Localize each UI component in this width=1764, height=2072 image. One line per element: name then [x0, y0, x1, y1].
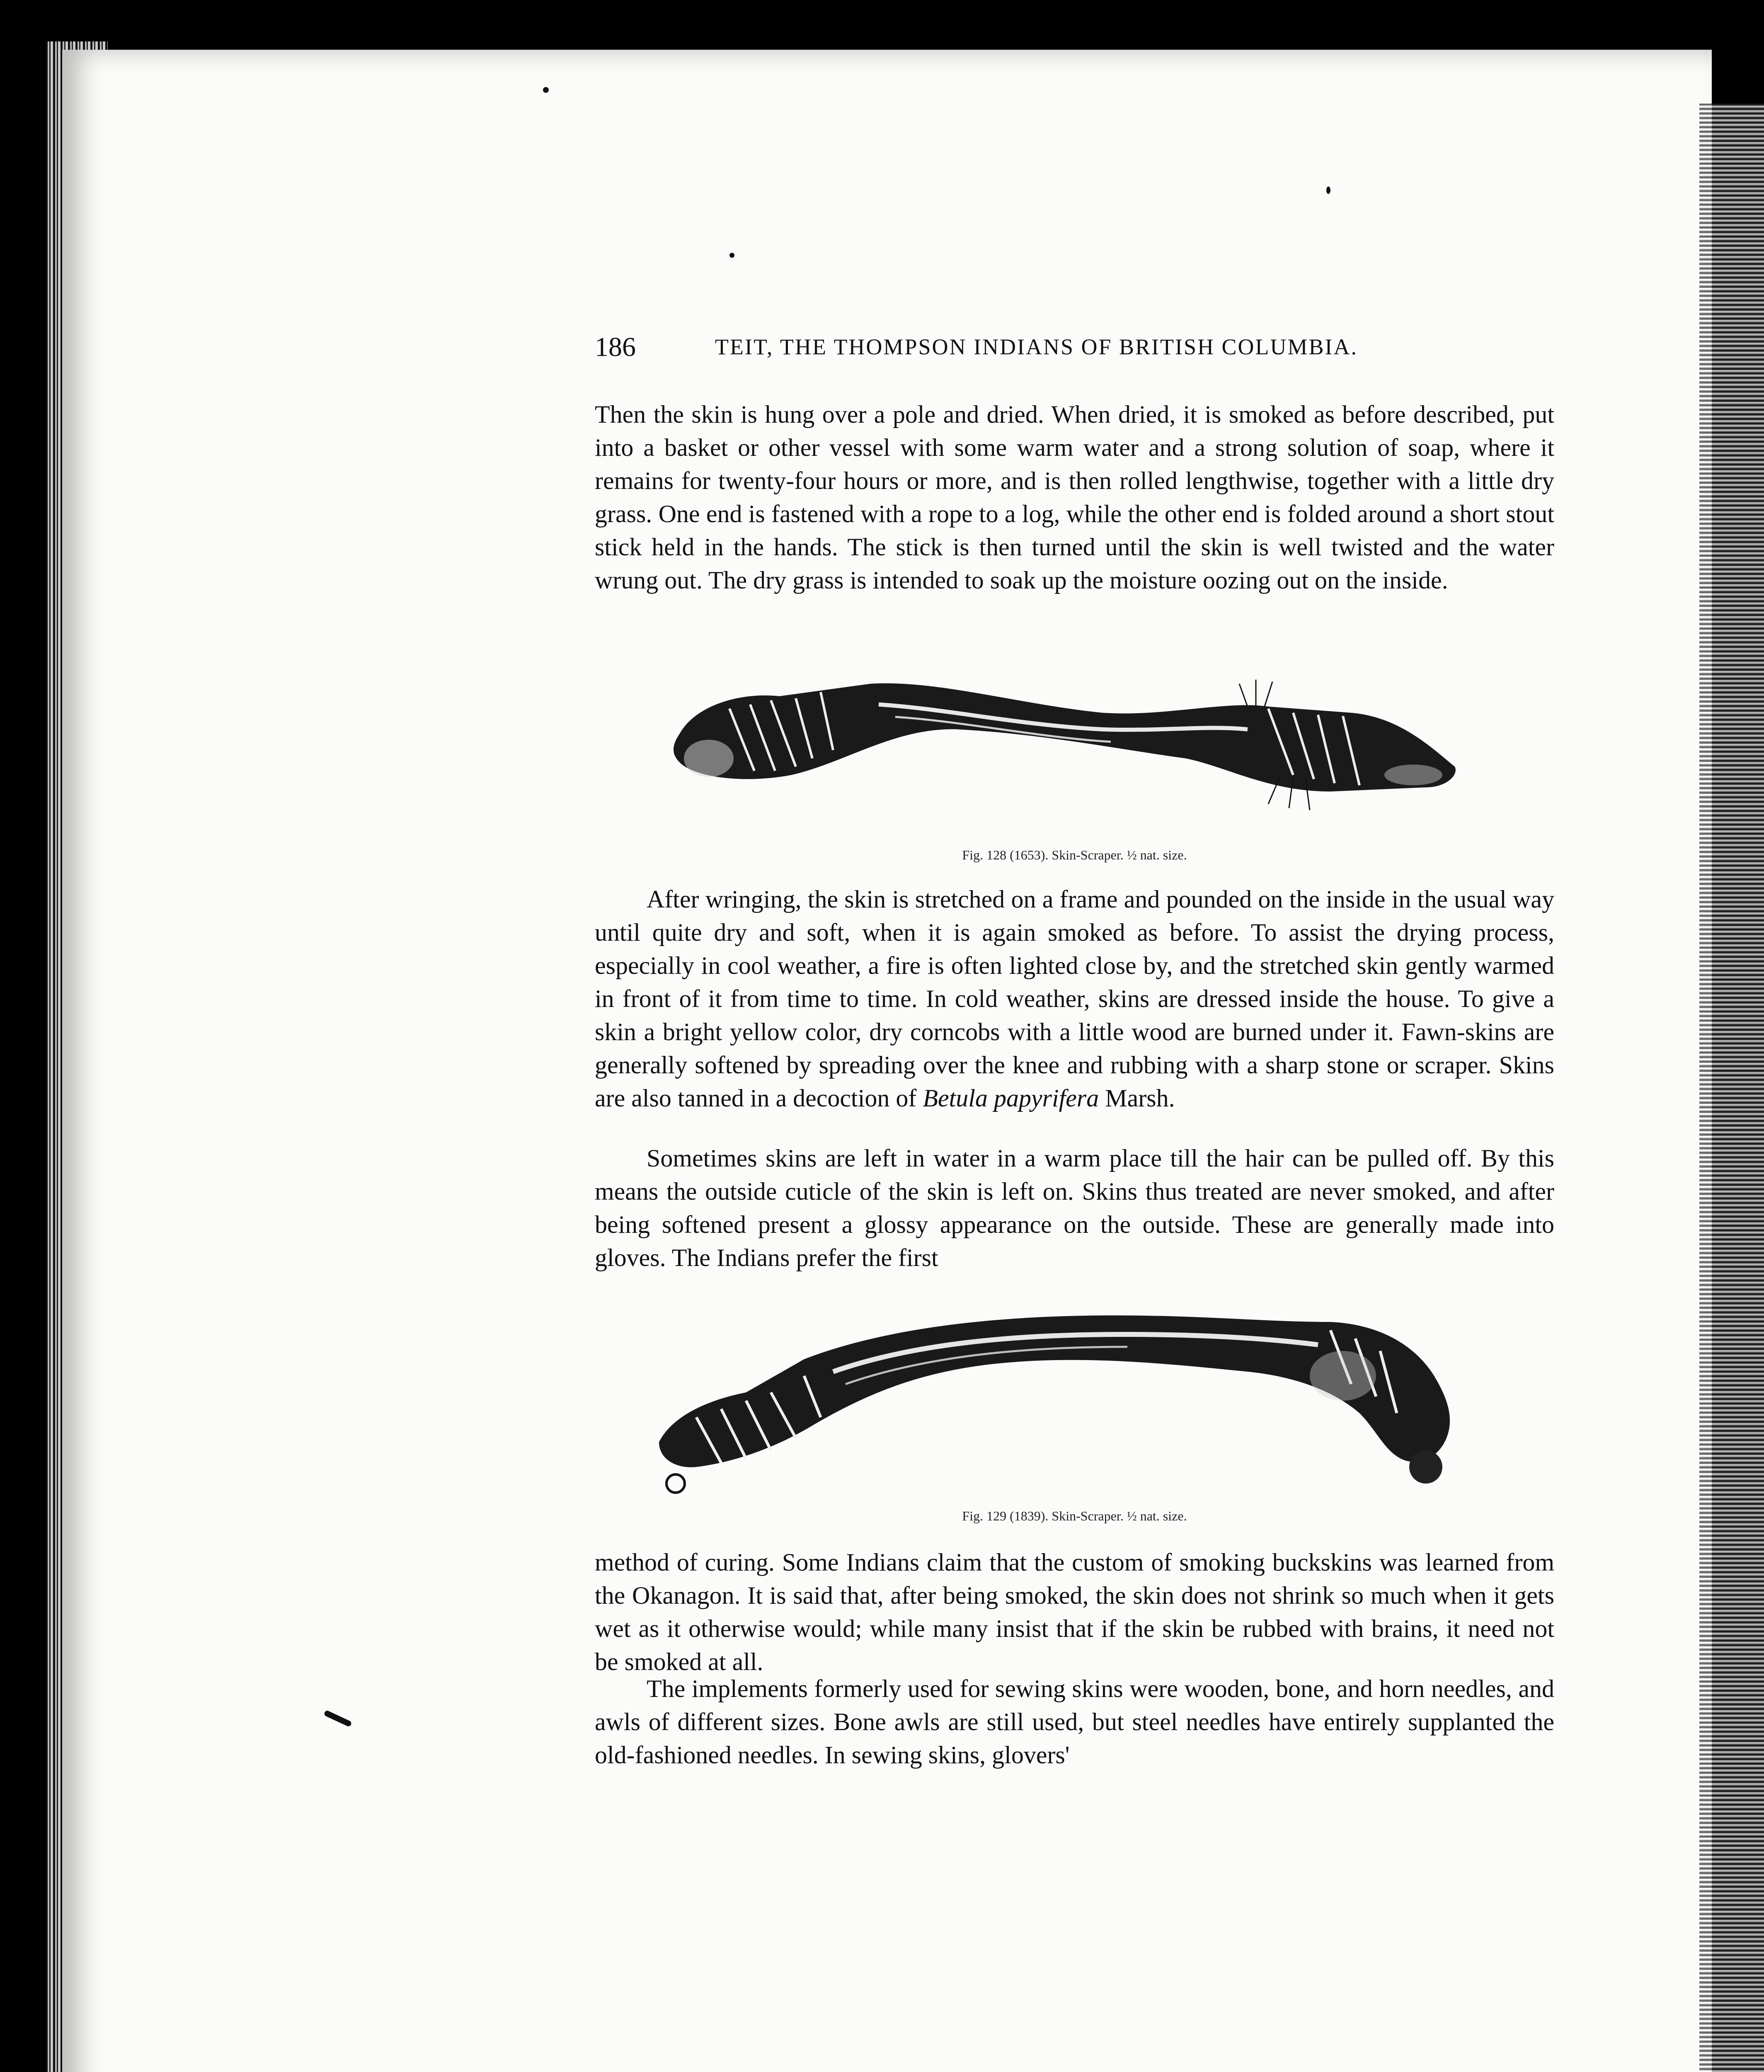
species-name: Betula papyrifera [923, 1084, 1099, 1112]
running-title: TEIT, THE THOMPSON INDIANS OF BRITISH COLUMBIA. [715, 334, 1358, 359]
scan-speck [543, 87, 549, 93]
figure-129-skin-scraper [647, 1293, 1500, 1500]
paragraph [595, 883, 1554, 1115]
running-header [595, 332, 1554, 365]
paragraph-text: Marsh. [1099, 1084, 1175, 1112]
paragraph: The implements formerly used for sewing skins were wooden, bone, and horn needles, and awls of different sizes. Bone awls are still used, but steel needles have entirely supplanted the old-fashioned needles. In sewing skins, glovers' [595, 1675, 1554, 1769]
scan-speck [729, 253, 734, 258]
figure-129-caption: Fig. 129 (1839). Skin-Scraper. ½ nat. size. [962, 1508, 1187, 1523]
scan-speck [1326, 186, 1330, 194]
paragraph: Sometimes skins are left in water in a warm place till the hair can be pulled off. By this means the outside cuticle of the skin is left on. Skins thus treated are never smoked, and after being softened present a glossy appearance on the outside. These are generally made into gloves. The Indians prefer the first [595, 1145, 1554, 1271]
figure-128-skin-scraper [647, 667, 1467, 841]
figure-128-caption: Fig. 128 (1653). Skin-Scraper. ½ nat. size. [962, 847, 1187, 862]
page-stack-edge [1699, 104, 1764, 2072]
paragraph: Then the skin is hung over a pole and dried. When dried, it is smoked as before described, put into a basket or other vessel with some warm water and a strong solution of soap, where it remains for twenty-four hours or more, and is then rolled lengthwise, together with a little dry grass. One end is fastened with a rope to a log, while the other end is folded around a short stout stick held in the hands. The stick is then turned until the skin is well twisted and the water wrung out. The dry grass is intended to soak up the moisture oozing out on the inside. [595, 401, 1554, 594]
paragraph: method of curing. Some Indians claim that the custom of smoking buckskins was learned from the Okanagon. It is said that, after being smoked, the skin does not shrink so much when it gets wet as it otherwise would; while many insist that if the skin be rubbed with brains, it need not be smoked at all. [595, 1549, 1554, 1675]
skin-scraper-illustration [647, 667, 1467, 841]
page-number: 186 [595, 332, 636, 362]
skin-scraper-illustration [647, 1293, 1500, 1500]
paragraph-text: After wringing, the skin is stretched on a frame and pounded on the inside in the usual way until quite dry and soft, when it is again smoked as before. To assist the drying process, especially in cool weather, a fire is often lighted close by, and the stretched skin gently warmed in front of it from time to time. In cold weather, skins are dressed inside the house. To give a skin a bright yellow color, dry corncobs with a little wood are burned under it. Fawn-skins are generally softened by spreading over the knee and rubbing with a sharp stone or scraper. Skins are also tanned in a decoction of [595, 886, 1554, 1112]
